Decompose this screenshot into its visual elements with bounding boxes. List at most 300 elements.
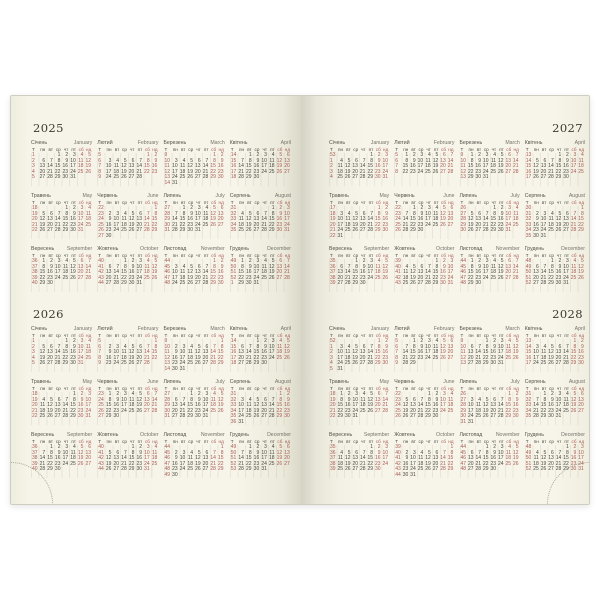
day-cell: 29 [47, 466, 53, 472]
week-row [230, 467, 291, 473]
week-number-column-header: Т [525, 253, 529, 258]
month-calendar [164, 193, 225, 246]
day-cell [179, 181, 187, 187]
month-name-uk: Квітень [524, 326, 543, 332]
day-cell: 2 [515, 391, 519, 397]
day-cell: 23 [217, 274, 224, 281]
day-cell: 24 [172, 280, 178, 286]
week-row [31, 467, 92, 473]
week-number-column-header: Т [32, 333, 35, 338]
day-cell: 25 [360, 407, 366, 414]
day-cell: 18 [179, 168, 186, 175]
month-header [230, 246, 291, 253]
day-cell: 7 [478, 449, 482, 456]
week-row [164, 414, 225, 420]
day-cell: 11 [505, 343, 512, 350]
day-cell: 9 [154, 157, 158, 164]
day-cell: 8 [470, 157, 474, 164]
day-cell: 1 [182, 205, 186, 211]
week-number: 31 [230, 391, 237, 397]
day-cell: 27 [105, 280, 112, 286]
day-cell: 18 [62, 269, 69, 275]
week-number: 11 [460, 349, 466, 355]
week-number: 47 [460, 460, 467, 467]
weekday-label: сб [375, 439, 381, 444]
day-cell: 16 [253, 163, 260, 169]
day-cell: 15 [402, 163, 409, 169]
weekday-label: ср [188, 147, 194, 152]
day-cell [85, 467, 93, 473]
day-cell: 27 [217, 221, 224, 228]
week-number: 26 [98, 227, 104, 233]
day-cell: 18 [70, 455, 76, 461]
day-cell: 28 [202, 280, 209, 286]
day-cell: 13 [440, 157, 446, 164]
weekday-label: пн [338, 439, 344, 444]
month-header [460, 379, 520, 386]
week-number: 14 [230, 338, 237, 344]
day-cell: 19 [352, 354, 358, 361]
day-cell: 22 [210, 168, 216, 175]
day-cell: 30 [77, 413, 84, 419]
day-cell: 25 [144, 274, 150, 281]
day-cell: 20 [447, 349, 454, 355]
day-cell: 17 [136, 269, 143, 275]
day-cell: 30 [54, 466, 61, 472]
day-cell: 2 [72, 338, 76, 344]
day-cell: 31 [284, 227, 290, 233]
week-number: 40 [32, 280, 38, 286]
day-cell: 3 [340, 210, 344, 217]
day-cell: 9 [412, 157, 416, 164]
day-cell: 7 [573, 210, 577, 217]
day-cell: 19 [410, 274, 416, 281]
weekday-label: сб [441, 253, 446, 258]
week-number: 24 [98, 396, 104, 403]
week-rows [460, 259, 520, 292]
weekday-label: сб [78, 386, 84, 391]
week-number-column-header: Т [32, 439, 35, 444]
weekday-label: нд [218, 386, 224, 391]
week-rows [525, 392, 585, 425]
day-cell [209, 414, 217, 420]
day-cell: 5 [131, 210, 135, 217]
day-cell: 7 [347, 263, 351, 270]
week-number: 18 [330, 210, 336, 217]
weekday-label: пт [203, 200, 209, 205]
week-number: 27 [98, 413, 104, 419]
day-cell: 10 [540, 216, 547, 222]
weekday-label: вт [476, 253, 482, 258]
weekday-label: пт [203, 253, 209, 258]
day-cell: 25 [121, 227, 127, 233]
day-cell: 20 [136, 354, 142, 361]
day-cell: 18 [432, 349, 439, 355]
weekday-label: ср [122, 439, 127, 444]
day-cell [490, 281, 498, 287]
week-number: 14 [164, 179, 171, 186]
day-cell: 4 [427, 152, 431, 158]
day-cell [352, 234, 360, 240]
day-cell: 22 [151, 354, 158, 361]
week-row [525, 281, 585, 287]
day-cell: 24 [268, 354, 275, 361]
day-cell: 22 [246, 168, 252, 175]
day-cell: 27 [410, 413, 416, 419]
day-cell: 17 [144, 455, 150, 461]
month-name-uk: Грудень [229, 432, 249, 438]
weekday-label: чт [130, 386, 135, 391]
day-cell: 8 [355, 263, 359, 270]
day-cell: 9 [256, 449, 260, 456]
day-cell [283, 361, 291, 367]
day-cell [482, 281, 490, 287]
day-cell: 11 [203, 210, 209, 217]
day-cell: 15 [375, 216, 381, 222]
weekday-label: вт [114, 333, 120, 338]
day-cell: 30 [105, 232, 112, 239]
day-cell: 15 [505, 402, 512, 408]
weekday-label: сб [277, 333, 283, 338]
week-number: 35 [230, 413, 237, 419]
day-cell: 30 [432, 413, 439, 419]
day-cell: 14 [382, 396, 389, 403]
day-cell: 8 [413, 210, 416, 217]
day-cell: 2 [190, 205, 193, 211]
month-header [230, 193, 291, 200]
weekday-label: пт [433, 253, 439, 258]
day-cell: 10 [563, 263, 569, 270]
day-cell [570, 175, 578, 181]
weekday-label: вт [48, 333, 53, 338]
day-cell: 1 [566, 444, 569, 450]
week-number: 35 [330, 258, 336, 264]
day-cell: 25 [39, 413, 46, 419]
weekday-label: ср [483, 200, 489, 205]
day-cell: 7 [154, 391, 158, 397]
week-number: 12 [164, 354, 171, 361]
week-number-column-header: Т [460, 253, 464, 258]
day-cell: 21 [570, 221, 577, 228]
month-name-en: April [574, 140, 585, 146]
month-name-uk: Вересень [329, 432, 353, 438]
day-cell: 25 [513, 221, 519, 228]
day-cell: 28 [238, 174, 244, 180]
month-name-uk: Серпень [229, 379, 251, 385]
weekday-label: пн [468, 386, 474, 391]
day-cell: 29 [105, 413, 112, 419]
weekday-label: сб [78, 439, 84, 444]
weekday-label: чт [426, 386, 431, 391]
day-cell: 2 [248, 258, 252, 264]
day-cell: 26 [440, 354, 446, 361]
day-cell: 25 [432, 221, 439, 228]
week-number: 4 [330, 360, 333, 366]
day-cell: 4 [80, 152, 84, 158]
day-cell [179, 473, 187, 479]
day-cell: 29 [253, 360, 260, 366]
day-cell: 30 [47, 280, 53, 286]
day-cell: 16 [187, 216, 193, 222]
day-cell: 2 [131, 258, 135, 264]
day-cell: 20 [468, 460, 474, 467]
week-number: 25 [395, 221, 401, 228]
month-name-en: January [370, 326, 390, 332]
week-number: 33 [525, 402, 532, 408]
weekday-label: чт [130, 253, 135, 258]
month-name-uk: Червень [394, 193, 415, 199]
weekday-label: пн [40, 253, 46, 258]
day-cell: 31 [337, 232, 344, 239]
weekday-label: чт [63, 147, 69, 152]
day-cell [143, 281, 151, 287]
week-number: 39 [32, 460, 38, 467]
week-number-column-header: Т [230, 200, 234, 205]
day-cell: 16 [253, 455, 260, 461]
day-cell: 25 [113, 174, 120, 180]
day-cell: 27 [172, 413, 178, 419]
day-cell: 6 [197, 157, 201, 164]
week-number: 7 [395, 349, 399, 355]
day-cell: 22 [128, 460, 135, 467]
day-cell: 18 [144, 269, 150, 275]
day-cell: 15 [447, 455, 454, 461]
day-cell: 20 [276, 269, 283, 275]
month-name-en: January [73, 326, 93, 332]
day-cell: 27 [563, 227, 569, 233]
weekday-label: пн [468, 439, 474, 444]
week-number: 5 [32, 174, 35, 180]
day-cell: 15 [540, 402, 547, 408]
week-number: 27 [460, 210, 467, 217]
weekday-label: пт [270, 200, 275, 205]
day-cell: 14 [172, 216, 178, 222]
day-cell: 7 [485, 210, 489, 217]
day-cell: 2 [412, 152, 416, 158]
day-cell: 15 [151, 349, 158, 355]
day-cell: 31 [337, 365, 343, 372]
day-cell: 12 [555, 216, 562, 222]
day-cell: 2 [279, 205, 283, 211]
day-cell: 12 [268, 263, 275, 270]
day-cell: 15 [374, 349, 381, 355]
week-number: 6 [98, 343, 102, 350]
day-cell: 27 [47, 360, 53, 366]
day-cell: 11 [187, 349, 193, 355]
month-header [460, 432, 520, 439]
day-cell: 8 [551, 263, 554, 270]
day-cell: 15 [54, 163, 61, 169]
day-cell: 28 [540, 280, 547, 286]
day-cell [578, 175, 586, 181]
week-rows [31, 153, 92, 186]
day-cell: 23 [151, 168, 158, 175]
weekday-label: пт [270, 386, 275, 391]
weekday-label: ср [418, 147, 424, 152]
weekday-label: чт [196, 200, 201, 205]
week-number: 51 [230, 455, 237, 461]
day-cell: 13 [417, 269, 424, 275]
day-cell: 21 [113, 274, 120, 281]
day-cell: 19 [345, 460, 351, 467]
month-calendar [460, 326, 520, 379]
day-cell: 18 [268, 455, 275, 461]
day-cell: 3 [287, 205, 290, 211]
day-cell: 26 [483, 413, 489, 419]
week-number: 45 [460, 449, 467, 456]
day-cell: 3 [370, 258, 374, 264]
day-cell: 5 [197, 343, 201, 350]
day-cell: 18 [151, 455, 158, 461]
day-cell: 16 [345, 402, 351, 408]
weekday-label: сб [277, 253, 283, 258]
day-cell: 18 [402, 274, 409, 281]
weekday-label: ср [549, 386, 554, 391]
weekday-label: пт [71, 333, 76, 338]
day-cell: 7 [42, 449, 46, 456]
day-cell: 29 [490, 227, 497, 233]
weekday-label: сб [571, 200, 577, 205]
day-cell [77, 175, 85, 181]
day-cell: 31 [447, 280, 454, 286]
week-rows [164, 339, 225, 372]
day-cell: 4 [566, 391, 569, 397]
day-cell: 10 [578, 449, 584, 456]
week-number: 31 [164, 227, 171, 233]
day-cell: 25 [570, 274, 577, 281]
day-cell: 26 [513, 354, 519, 361]
month-name-en: April [280, 140, 291, 146]
day-cell: 16 [374, 163, 381, 169]
week-number: 22 [330, 232, 336, 239]
weekday-label: пн [239, 253, 245, 258]
day-cell: 5 [72, 258, 76, 264]
weekday-label: вт [114, 439, 120, 444]
day-cell: 13 [238, 349, 244, 355]
day-cell [359, 414, 367, 420]
day-cell: 27 [195, 280, 201, 286]
day-cell: 18 [268, 163, 275, 169]
day-cell: 8 [377, 210, 381, 217]
day-cell: 15 [467, 163, 474, 169]
month-name-uk: Квітень [524, 140, 543, 146]
weekday-label: пн [468, 253, 474, 258]
week-number: 27 [98, 232, 104, 239]
day-cell [85, 228, 93, 234]
day-cell: 2 [493, 338, 496, 344]
day-cell [432, 361, 440, 367]
day-cell: 17 [121, 402, 127, 408]
day-cell: 1 [412, 338, 416, 344]
week-number: 22 [330, 413, 336, 419]
day-cell: 24 [505, 221, 512, 228]
day-cell: 21 [513, 269, 519, 275]
day-cell: 13 [54, 402, 61, 408]
day-cell: 1 [377, 205, 381, 211]
day-cell: 20 [253, 221, 260, 228]
day-cell: 21 [555, 460, 562, 467]
week-number: 15 [230, 343, 237, 350]
day-cell [447, 361, 455, 367]
day-cell: 10 [105, 163, 112, 169]
day-cell: 21 [136, 168, 142, 175]
week-number: 29 [164, 216, 171, 222]
week-rows [329, 259, 389, 292]
week-number: 15 [525, 163, 532, 169]
day-cell: 25 [85, 221, 92, 228]
day-cell: 2 [551, 391, 554, 397]
day-cell: 23 [276, 221, 283, 228]
day-cell: 22 [410, 354, 416, 361]
month-name-en: October [436, 246, 455, 252]
day-cell: 28 [210, 360, 216, 366]
week-number-column-header: Т [32, 147, 35, 152]
day-cell: 31 [498, 360, 504, 366]
weekday-label: чт [491, 386, 497, 391]
weekday-label: нд [218, 200, 224, 205]
day-cell: 26 [187, 174, 193, 180]
week-row [164, 367, 225, 373]
day-cell: 11 [78, 157, 84, 164]
day-cell: 22 [246, 460, 252, 467]
week-number: 40 [98, 444, 104, 450]
day-cell: 19 [39, 221, 46, 228]
day-cell: 25 [447, 407, 454, 414]
day-cell: 7 [362, 449, 366, 456]
day-cell [276, 175, 284, 181]
week-number: 52 [230, 460, 237, 467]
day-cell: 17 [62, 455, 69, 461]
day-cell: 25 [425, 168, 431, 175]
weekday-label: ср [483, 386, 489, 391]
week-number: 7 [98, 349, 102, 355]
weekday-label: вт [541, 439, 547, 444]
day-cell [497, 281, 505, 287]
week-number: 36 [32, 444, 38, 450]
day-cell: 17 [77, 216, 84, 222]
day-cell: 29 [210, 280, 216, 286]
day-cell: 30 [70, 227, 76, 233]
weekday-label: нд [218, 253, 224, 258]
day-cell: 30 [374, 174, 381, 180]
day-cell: 15 [62, 349, 69, 355]
week-number-column-header: Т [98, 333, 102, 338]
day-cell: 13 [172, 402, 178, 408]
day-cell: 18 [85, 349, 92, 355]
week-rows [230, 392, 291, 425]
day-cell: 11 [144, 263, 150, 270]
week-row [329, 175, 389, 181]
day-cell [268, 361, 276, 367]
week-rows [525, 339, 585, 372]
weekday-label: нд [218, 147, 224, 152]
day-cell: 11 [121, 216, 127, 222]
weekday-label: чт [262, 333, 268, 338]
day-cell: 11 [337, 163, 343, 169]
day-cell: 16 [172, 354, 178, 361]
day-cell: 12 [128, 216, 135, 222]
day-cell: 11 [180, 269, 186, 275]
weekday-label: нд [284, 200, 290, 205]
day-cell [447, 473, 455, 479]
weekday-label: ср [188, 200, 194, 205]
day-cell: 8 [428, 396, 431, 403]
day-cell: 27 [548, 466, 554, 472]
day-cell: 27 [128, 174, 135, 180]
day-cell: 31 [540, 232, 547, 239]
day-cell: 27 [533, 280, 539, 286]
day-cell: 9 [581, 343, 584, 350]
